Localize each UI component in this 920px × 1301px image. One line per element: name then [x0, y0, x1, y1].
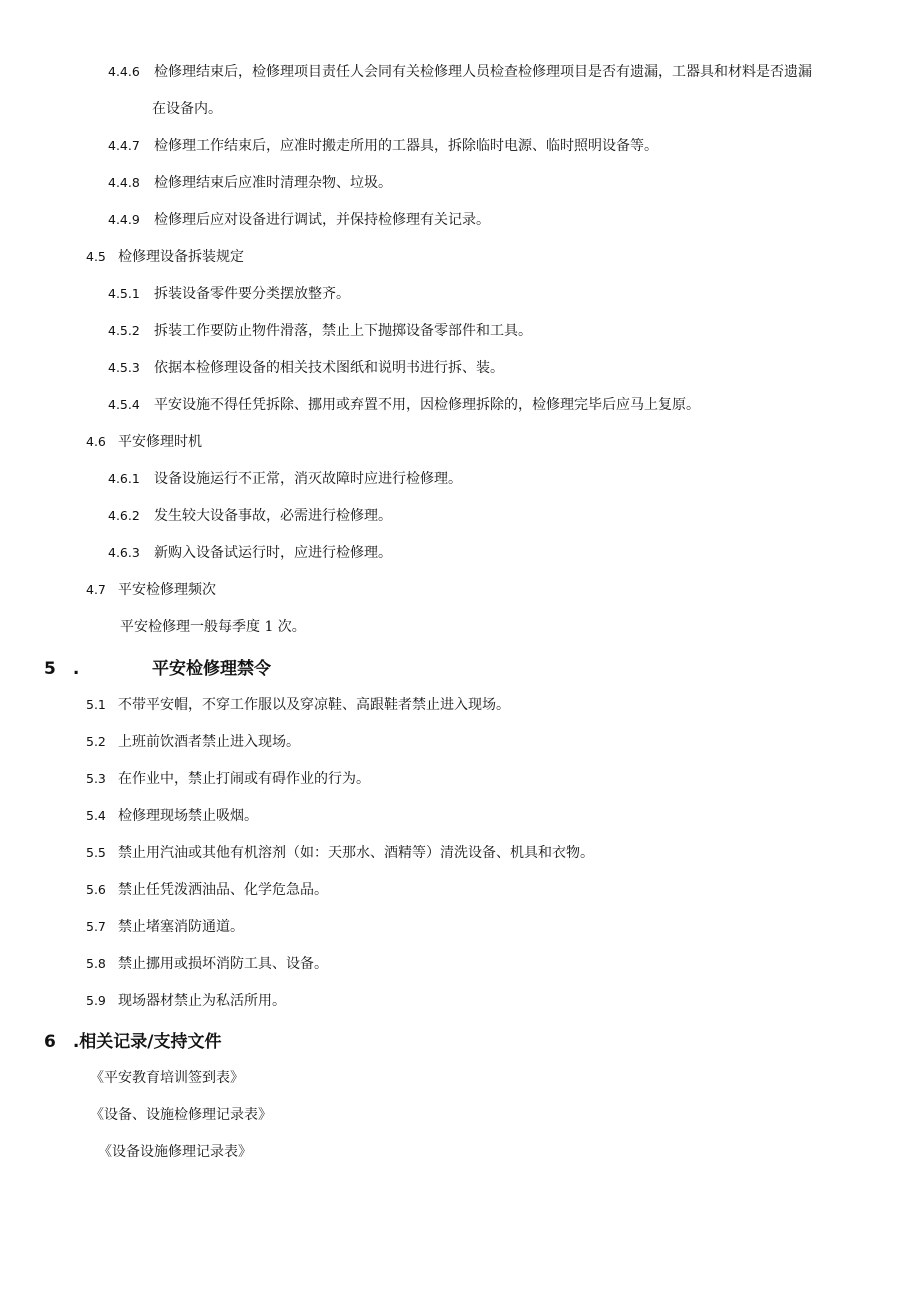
section-number: 4.6 — [86, 434, 106, 449]
clause-text: 发生较大设备事故，必需进行检修理。 — [154, 508, 392, 524]
section-4-7-heading — [86, 580, 216, 600]
clause-4-6-2 — [108, 506, 392, 526]
rule-text: 上班前饮酒者禁止进入现场。 — [118, 734, 300, 750]
clause-number: 4.5.2 — [108, 323, 140, 338]
section-4-6-heading — [86, 432, 202, 452]
document-title: 《设备、设施检修理记录表》 — [90, 1107, 272, 1123]
clause-number: 4.4.6 — [108, 64, 140, 79]
clause-4-4-6-continuation — [152, 99, 222, 119]
chapter-5-heading — [44, 658, 271, 680]
chapter-title: 平安检修理禁令 — [152, 659, 271, 679]
clause-number: 4.4.9 — [108, 212, 140, 227]
clause-number: 4.4.8 — [108, 175, 140, 190]
document-title: 《平安教育培训签到表》 — [90, 1070, 244, 1086]
clause-4-4-6 — [108, 62, 812, 82]
document-reference — [98, 1142, 252, 1162]
clause-text: 设备设施运行不正常，消灭故障时应进行检修理。 — [154, 471, 462, 487]
clause-text: 在设备内。 — [152, 101, 222, 117]
rule-text: 禁止挪用或损坏消防工具、设备。 — [118, 956, 328, 972]
rule-number: 5.7 — [86, 919, 106, 934]
clause-4-5-1 — [108, 284, 350, 304]
clause-text: 检修理结束后应准时清理杂物、垃圾。 — [154, 175, 392, 191]
rule-text: 在作业中，禁止打闹或有碍作业的行为。 — [118, 771, 370, 787]
rule-text: 禁止用汽油或其他有机溶剂（如：天那水、酒精等）清洗设备、机具和衣物。 — [118, 845, 594, 861]
clause-number: 4.5.3 — [108, 360, 140, 375]
clause-4-6-3 — [108, 543, 392, 563]
rule-number: 5.3 — [86, 771, 106, 786]
paragraph-text: 平安检修理一般每季度 1 次。 — [120, 619, 306, 635]
clause-text: 检修理工作结束后，应准时搬走所用的工器具，拆除临时电源、临时照明设备等。 — [154, 138, 658, 154]
clause-number: 4.6.3 — [108, 545, 140, 560]
section-4-7-body — [120, 617, 306, 637]
section-title: 平安修理时机 — [118, 434, 202, 450]
chapter-number: 5 . — [44, 659, 80, 679]
section-title: 平安检修理频次 — [118, 582, 216, 598]
rule-number: 5.8 — [86, 956, 106, 971]
document-reference — [90, 1105, 272, 1125]
rule-item — [86, 880, 328, 900]
chapter-title: 6 .相关记录/支持文件 — [44, 1032, 222, 1052]
rule-item — [86, 806, 258, 826]
rule-item — [86, 954, 328, 974]
clause-text: 平安设施不得任凭拆除、挪用或弃置不用，因检修理拆除的，检修理完毕后应马上复原。 — [154, 397, 700, 413]
rule-item — [86, 769, 370, 789]
section-title: 检修理设备拆装规定 — [118, 249, 244, 265]
clause-4-6-1 — [108, 469, 462, 489]
rule-number: 5.2 — [86, 734, 106, 749]
clause-number: 4.5.1 — [108, 286, 140, 301]
rule-number: 5.1 — [86, 697, 106, 712]
rule-text: 禁止任凭泼洒油品、化学危急品。 — [118, 882, 328, 898]
clause-number: 4.6.2 — [108, 508, 140, 523]
clause-text: 检修理后应对设备进行调试，并保持检修理有关记录。 — [154, 212, 490, 228]
rule-item — [86, 695, 510, 715]
rule-text: 现场器材禁止为私活所用。 — [118, 993, 286, 1009]
chapter-6-heading — [44, 1031, 222, 1053]
rule-text: 检修理现场禁止吸烟。 — [118, 808, 258, 824]
clause-text: 检修理结束后，检修理项目责任人会同有关检修理人员检查检修理项目是否有遗漏，工器具和材料是否遗漏 — [154, 64, 812, 80]
rule-text: 禁止堵塞消防通道。 — [118, 919, 244, 935]
rule-item — [86, 732, 300, 752]
rule-item — [86, 843, 594, 863]
clause-text: 拆装设备零件要分类摆放整齐。 — [154, 286, 350, 302]
rule-item — [86, 917, 244, 937]
rule-text: 不带平安帽，不穿工作服以及穿凉鞋、高跟鞋者禁止进入现场。 — [118, 697, 510, 713]
clause-4-4-7 — [108, 136, 658, 156]
rule-number: 5.9 — [86, 993, 106, 1008]
section-number: 4.7 — [86, 582, 106, 597]
clause-number: 4.5.4 — [108, 397, 140, 412]
clause-4-5-3 — [108, 358, 504, 378]
section-number: 4.5 — [86, 249, 106, 264]
clause-4-5-4 — [108, 395, 700, 415]
clause-text: 新购入设备试运行时，应进行检修理。 — [154, 545, 392, 561]
rule-item — [86, 991, 286, 1011]
clause-text: 拆装工作要防止物件滑落，禁止上下抛掷设备零部件和工具。 — [154, 323, 532, 339]
clause-4-5-2 — [108, 321, 532, 341]
document-reference — [90, 1068, 244, 1088]
clause-4-4-9 — [108, 210, 490, 230]
section-4-5-heading — [86, 247, 244, 267]
clause-4-4-8 — [108, 173, 392, 193]
document-title: 《设备设施修理记录表》 — [98, 1144, 252, 1160]
clause-number: 4.4.7 — [108, 138, 140, 153]
clause-number: 4.6.1 — [108, 471, 140, 486]
clause-text: 依据本检修理设备的相关技术图纸和说明书进行拆、装。 — [154, 360, 504, 376]
rule-number: 5.5 — [86, 845, 106, 860]
rule-number: 5.6 — [86, 882, 106, 897]
rule-number: 5.4 — [86, 808, 106, 823]
